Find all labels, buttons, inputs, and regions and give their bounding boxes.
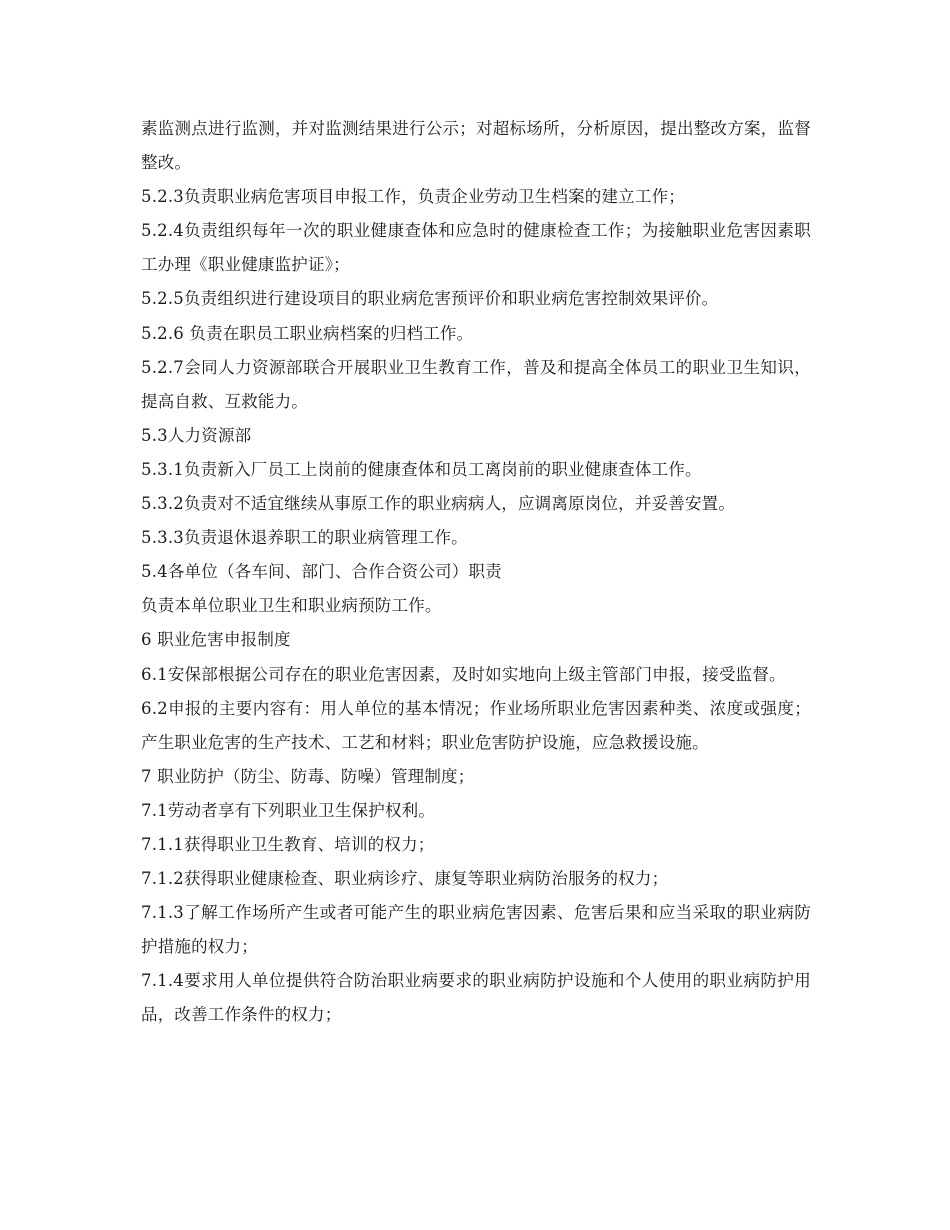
document-page (141, 112, 811, 1033)
heading-5-3: 5.3人力资源部 (141, 425, 252, 445)
paragraph-5-2-7: 5.2.7会同人力资源部联合开展职业卫生教育工作，普及和提高全体员工的职业卫生知识，提高自救、互救能力。 (141, 357, 811, 411)
paragraph-continuation-monitoring: 素监测点进行监测，并对监测结果进行公示；对超标场所，分析原因，提出整改方案，监督整改。 (141, 119, 811, 173)
paragraph-5-3-3: 5.3.3负责退休退养职工的职业病管理工作。 (141, 528, 468, 548)
paragraph-6-1: 6.1安保部根据公司存在的职业危害因素，及时如实地向上级主管部门申报，接受监督。 (141, 664, 786, 684)
heading-6: 6 职业危害申报制度 (141, 630, 291, 650)
heading-5-4: 5.4各单位（各车间、部门、合作合资公司）职责 (141, 562, 502, 582)
paragraph-5-3-1: 5.3.1负责新入厂员工上岗前的健康查体和员工离岗前的职业健康查体工作。 (141, 459, 702, 479)
paragraph-5-3-2: 5.3.2负责对不适宜继续从事原工作的职业病病人，应调离原岗位，并妥善安置。 (141, 494, 736, 514)
paragraph-7-1-4: 7.1.4要求用人单位提供符合防治职业病要求的职业病防护设施和个人使用的职业病防护用品，改善工作条件的权力； (141, 971, 811, 1025)
paragraph-5-4-body: 负责本单位职业卫生和职业病预防工作。 (141, 596, 442, 616)
paragraph-6-2: 6.2申报的主要内容有：用人单位的基本情况；作业场所职业危害因素种类、浓度或强度；产生职业危害的生产技术、工艺和材料；职业危害防护设施，应急救援设施。 (141, 698, 811, 752)
paragraph-5-2-3: 5.2.3负责职业病危害项目申报工作，负责企业劳动卫生档案的建立工作； (141, 187, 685, 207)
heading-7: 7 职业防护（防尘、防毒、防噪）管理制度； (141, 766, 475, 786)
paragraph-7-1-3: 7.1.3了解工作场所产生或者可能产生的职业病危害因素、危害后果和应当采取的职业病防护措施的权力； (141, 903, 811, 957)
paragraph-5-2-6: 5.2.6 负责在职员工职业病档案的归档工作。 (141, 323, 474, 343)
paragraph-5-2-5: 5.2.5负责组织进行建设项目的职业病危害预评价和职业病危害控制效果评价。 (141, 289, 719, 309)
paragraph-7-1-2: 7.1.2获得职业健康检查、职业病诊疗、康复等职业病防治服务的权力； (141, 869, 669, 889)
paragraph-5-2-4: 5.2.4负责组织每年一次的职业健康查体和应急时的健康检查工作；为接触职业危害因素职工办理《职业健康监护证》； (141, 221, 811, 275)
paragraph-7-1-1: 7.1.1获得职业卫生教育、培训的权力； (141, 834, 435, 854)
paragraph-7-1: 7.1劳动者享有下列职业卫生保护权利。 (141, 800, 436, 820)
